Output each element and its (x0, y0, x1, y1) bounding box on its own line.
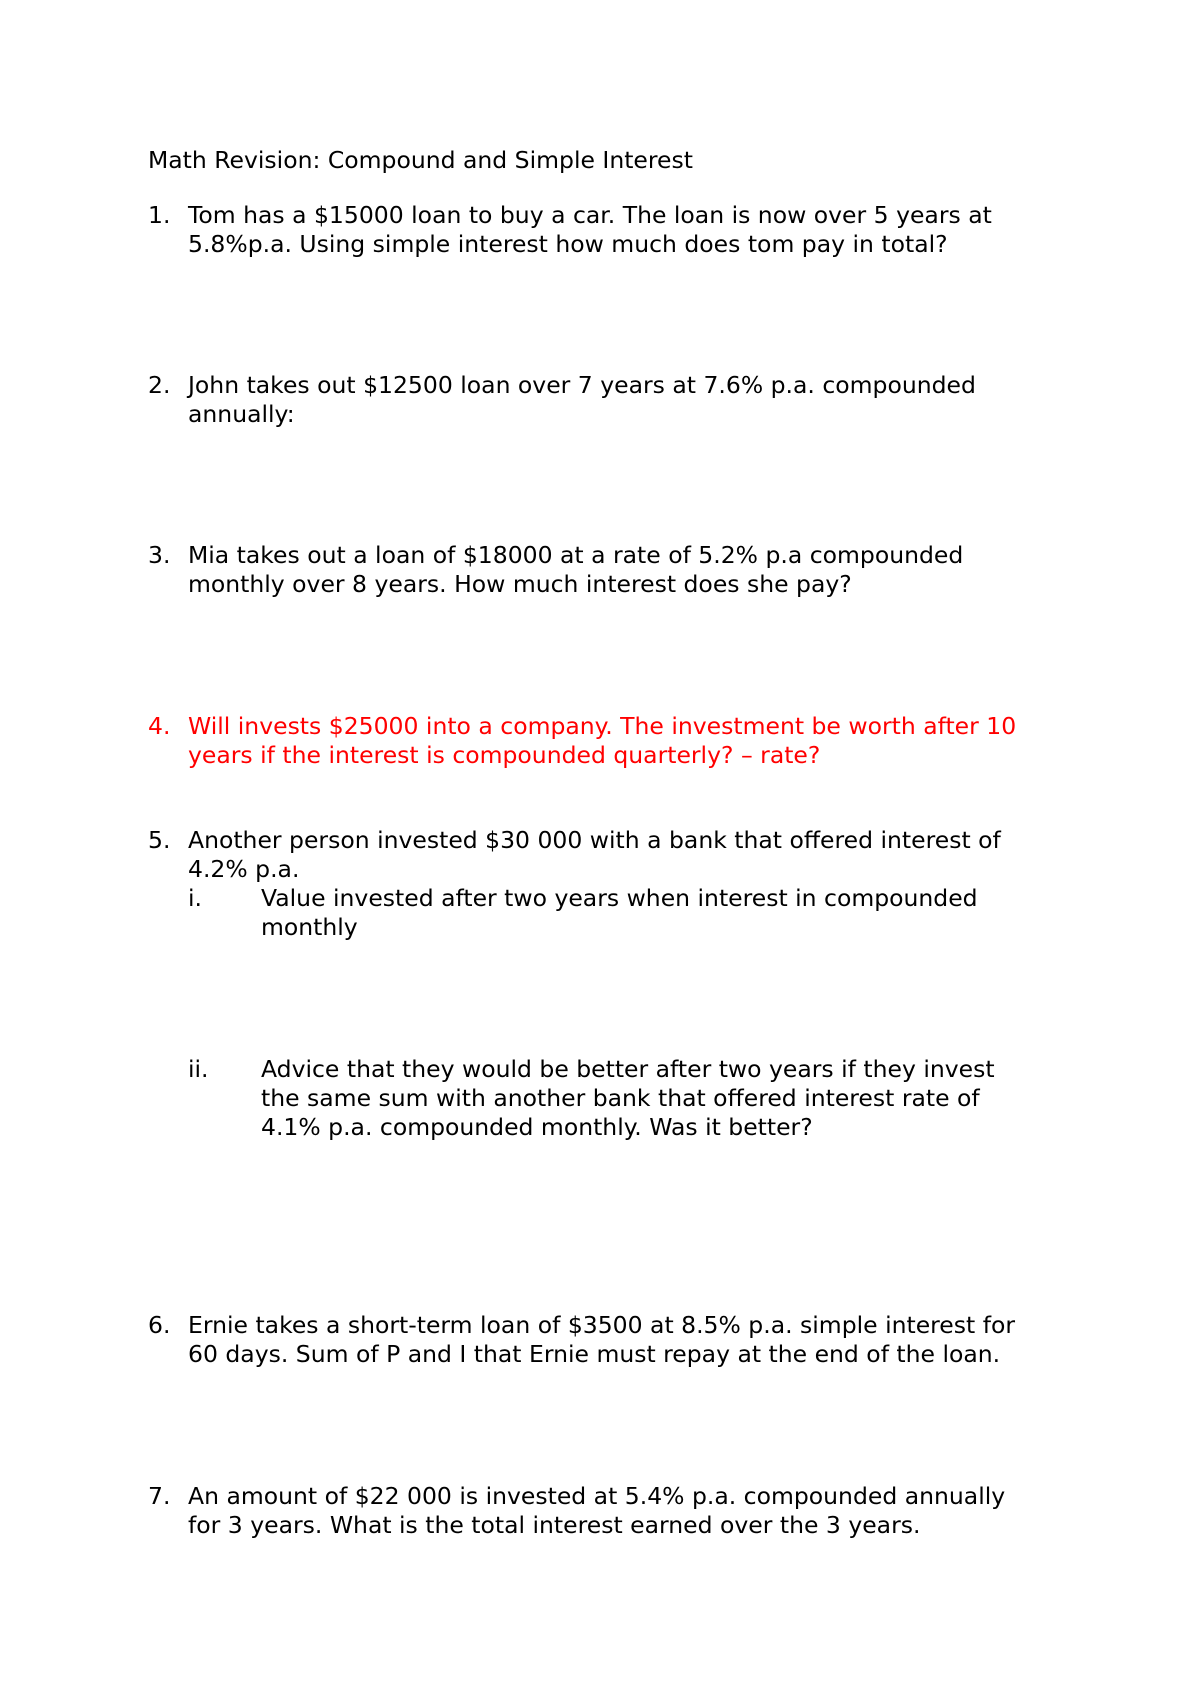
subpart-number: ii. (188, 1055, 209, 1083)
subpart-text-line: the same sum with another bank that offered interest rate of (261, 1084, 980, 1112)
subpart-text-line: Advice that they would be better after two years if they invest (261, 1055, 995, 1083)
question-text-line: monthly over 8 years. How much interest does she pay? (188, 570, 852, 598)
subpart-text-line: 4.1% p.a. compounded monthly. Was it better? (261, 1113, 813, 1141)
question-text-line: Mia takes out a loan of $18000 at a rate of 5.2% p.a compounded (188, 541, 964, 569)
subpart-number: i. (188, 884, 202, 912)
question-number: 7. (148, 1482, 171, 1510)
question-text-line: 4.2% p.a. (188, 855, 300, 883)
question-text-line: An amount of $22 000 is invested at 5.4% p.a. compounded annually (188, 1482, 1006, 1510)
question-text-line: John takes out $12500 loan over 7 years at 7.6% p.a. compounded (188, 371, 976, 399)
subpart-text-line: Value invested after two years when interest in compounded (261, 884, 978, 912)
question-number: 1. (148, 201, 171, 229)
question-text-line: annually: (188, 400, 295, 428)
question-number: 6. (148, 1311, 171, 1339)
question-number: 4. (148, 712, 171, 740)
question-text-line: Will invests $25000 into a company. The investment be worth after 10 (188, 712, 1017, 740)
question-text-line: years if the interest is compounded quarterly? – rate? (188, 741, 821, 769)
page-title: Math Revision: Compound and Simple Interest (148, 146, 693, 174)
question-text-line: Ernie takes a short-term loan of $3500 at 8.5% p.a. simple interest for (188, 1311, 1016, 1339)
question-number: 2. (148, 371, 171, 399)
question-text-line: Another person invested $30 000 with a bank that offered interest of (188, 826, 1001, 854)
question-number: 3. (148, 541, 171, 569)
question-text-line: for 3 years. What is the total interest earned over the 3 years. (188, 1511, 921, 1539)
subpart-text-line: monthly (261, 913, 358, 941)
question-text-line: Tom has a $15000 loan to buy a car. The loan is now over 5 years at (188, 201, 992, 229)
question-text-line: 5.8%p.a. Using simple interest how much does tom pay in total? (188, 230, 948, 258)
question-number: 5. (148, 826, 171, 854)
question-text-line: 60 days. Sum of P and I that Ernie must repay at the end of the loan. (188, 1340, 1001, 1368)
